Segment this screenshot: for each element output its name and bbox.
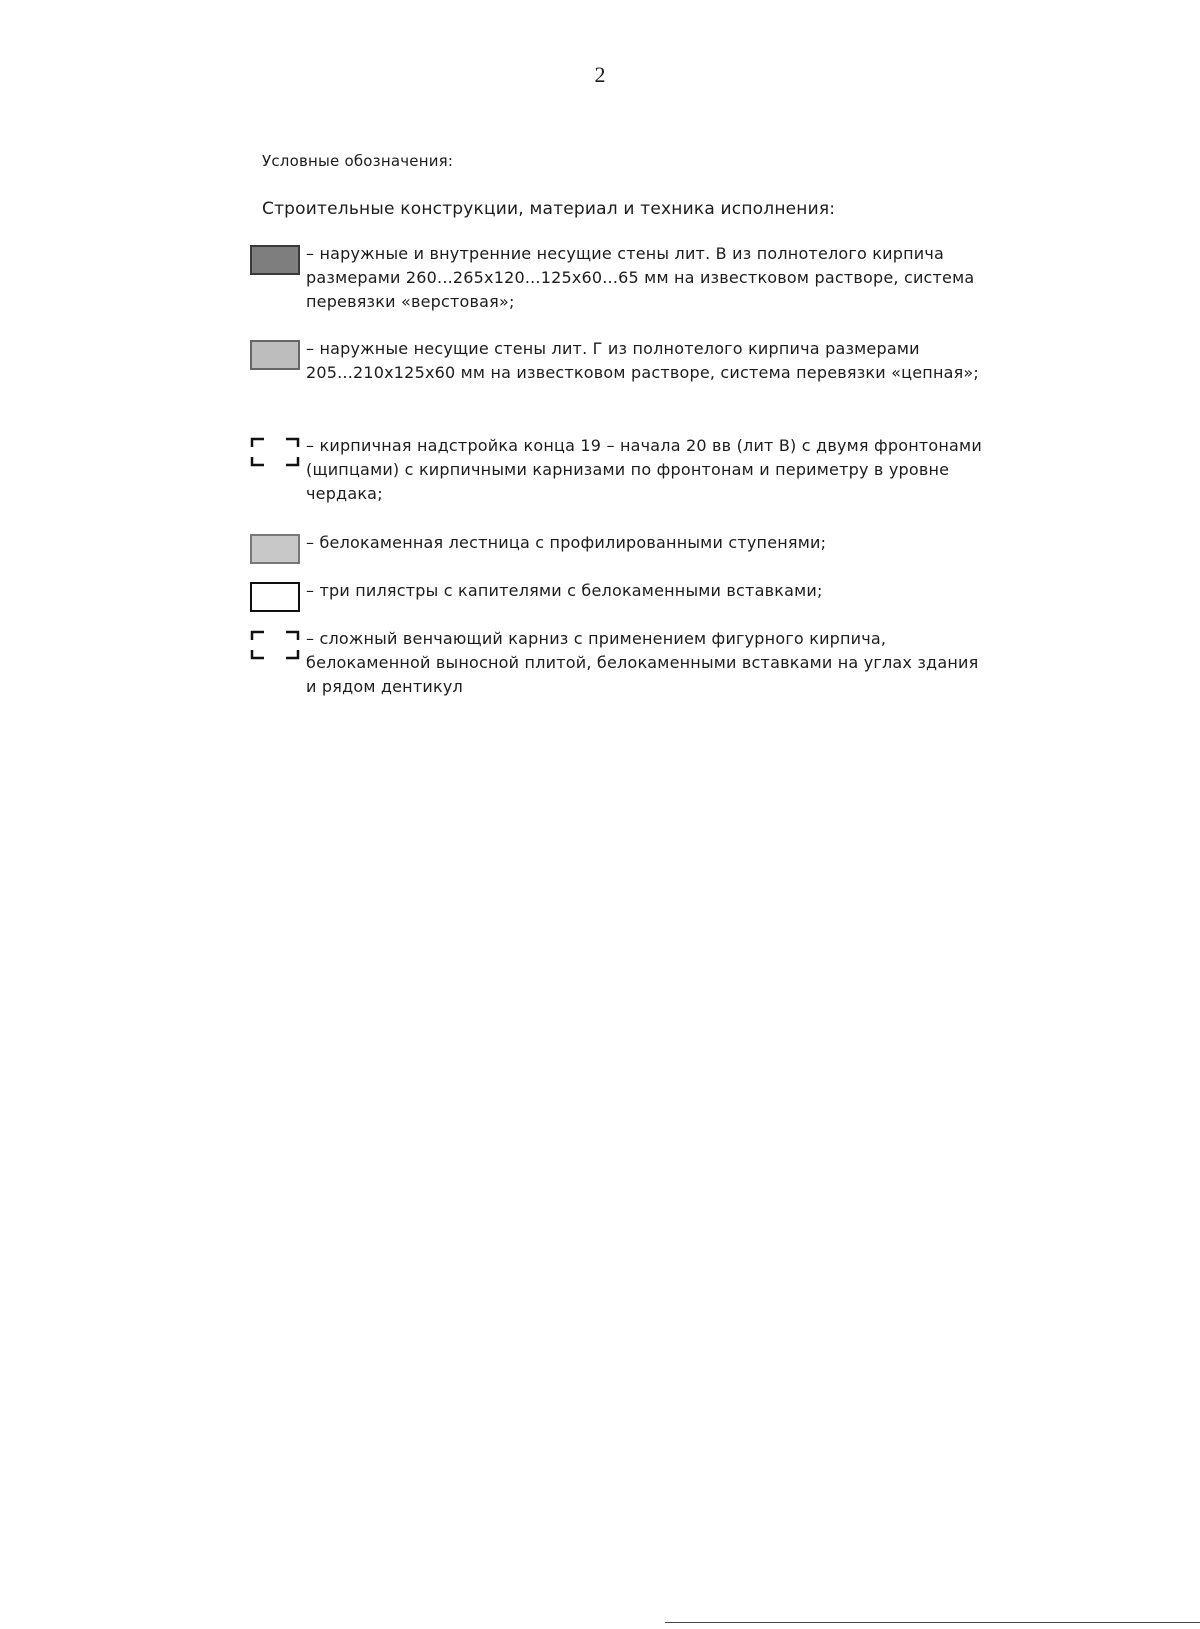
legend-item-text: – наружные несущие стены лит. Г из полнотелого кирпича размерами 205...210х125х60 мм на известковом растворе, система перевязки «цепная»;: [306, 339, 980, 382]
dashed-outline-swatch-icon: [250, 437, 300, 467]
legend-item-text: – наружные и внутренние несущие стены лит. В из полнотелого кирпича размерами 260...265х120...125х60...65 мм на известковом растворе, система перевязки «верстовая»;: [306, 244, 975, 311]
legend-item-text: – белокаменная лестница с профилированными ступенями;: [306, 533, 827, 552]
dark-gray-swatch-icon: [250, 245, 300, 275]
section-title: Строительные конструкции, материал и техника исполнения:: [262, 199, 836, 219]
legend-title: Условные обозначения:: [262, 152, 454, 170]
dashed-outline-swatch-icon: [250, 630, 300, 660]
empty-outline-swatch-icon: [250, 582, 300, 612]
legend-item-text: – три пилястры с капителями с белокаменными вставками;: [306, 581, 823, 600]
legend-item-text: – сложный венчающий карниз с применением фигурного кирпича, белокаменной выносной плитой, белокаменными вставками на углах здания и рядом дентикул: [306, 629, 979, 696]
legend-item-text: – кирпичная надстройка конца 19 – начала 20 вв (лит В) с двумя фронтонами (щипцами) с кирпичными карнизами по фронтонам и периметру в уровне чердака;: [306, 436, 982, 503]
light-gray-swatch-icon: [250, 534, 300, 564]
medium-gray-swatch-icon: [250, 340, 300, 370]
footer-divider: [665, 1622, 1200, 1623]
page-number: 2: [594, 62, 606, 87]
